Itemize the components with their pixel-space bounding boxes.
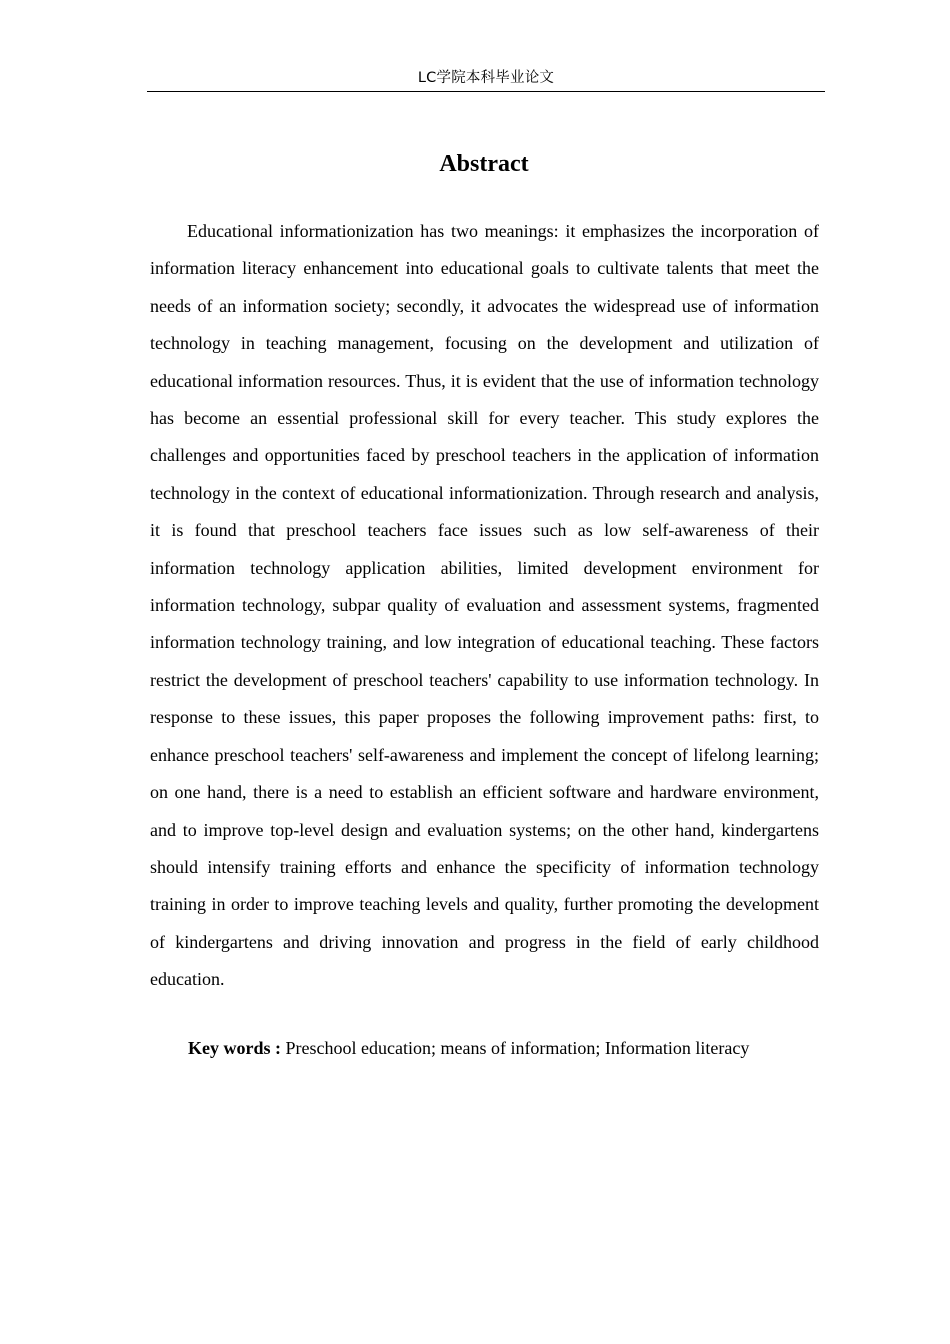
abstract-title: Abstract [439,151,529,177]
abstract-body: Educational informationization has two meanings: it emphasizes the incorporation of information literacy enhancement into educational goals to cultivate talents that meet the needs of an information society; secondly, it advocates the widespread use of information technology in teaching management, focusing on the development and utilization of educational information resources. Thus, it is evident that the use of information technology has become an essential professional skill for every teacher. This study explores the challenges and opportunities faced by preschool teachers in the application of information technology in the context of educational informationization. Through research and analysis, it is found that preschool teachers face issues such as low self-awareness of their information technology application abilities, limited development environment for information technology, subpar quality of evaluation and assessment systems, fragmented information technology training, and low integration of educational teaching. These factors restrict the development of preschool teachers' capability to use information technology. In response to these issues, this paper proposes the following improvement paths: first, to enhance preschool teachers' self-awareness and implement the concept of lifelong learning; on one hand, there is a need to establish an efficient software and hardware environment, and to improve top-level design and evaluation systems; on the other hand, kindergartens should intensify training efforts and enhance the specificity of information technology training in order to improve teaching levels and quality, further promoting the development of kindergartens and driving innovation and progress in the field of early childhood education. [150,221,819,990]
keywords-text: Preschool education; means of information; Information literacy [281,1038,750,1058]
running-title: LC学院本科毕业论文 [417,70,555,86]
keywords-line [188,1034,828,1062]
page-header [147,66,825,92]
keywords-label: Key words : [188,1038,281,1058]
